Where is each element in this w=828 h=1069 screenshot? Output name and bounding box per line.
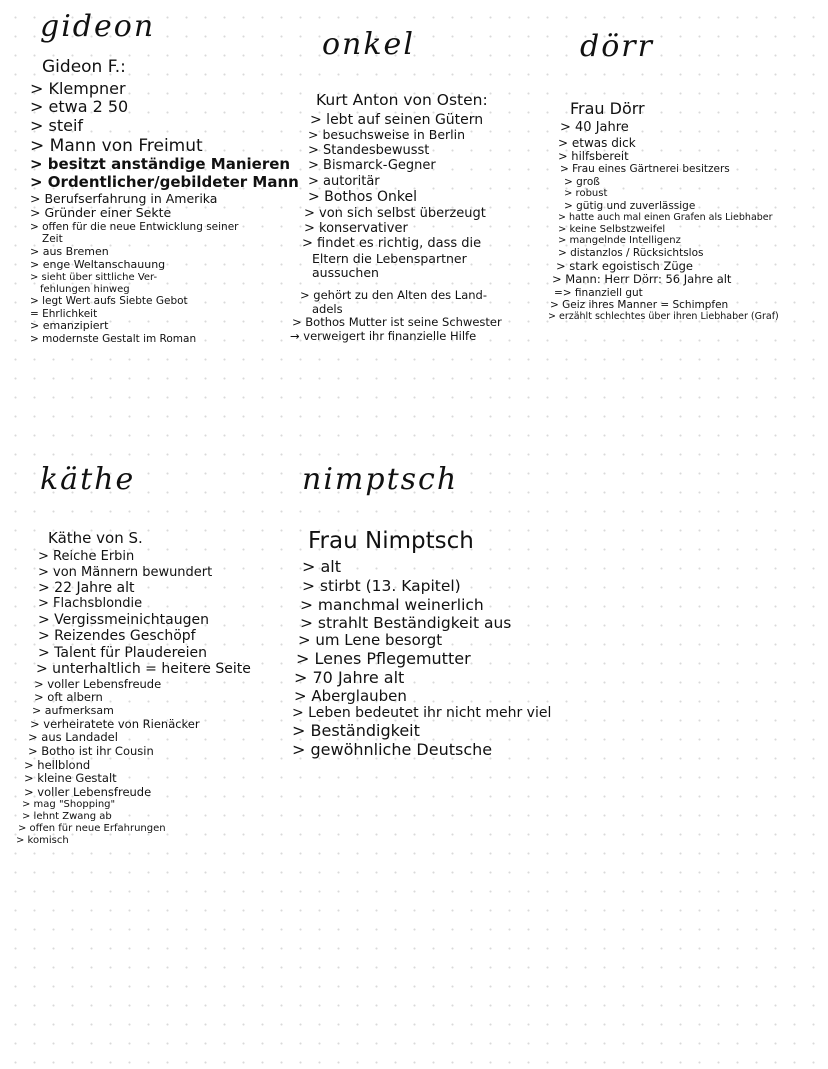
section-title-onkel: onkel: [322, 27, 415, 62]
note-line: > von Männern bewundert: [38, 564, 213, 580]
note-line: > Mann von Freimut: [30, 136, 203, 157]
section-title-kaethe: käthe: [40, 462, 136, 497]
note-line: > manchmal weinerlich: [300, 595, 484, 614]
note-line: → verweigert ihr finanzielle Hilfe: [290, 328, 477, 343]
note-line: > aus Bremen: [30, 244, 109, 258]
note-line: > kleine Gestalt: [24, 771, 117, 786]
note-line: aussuchen: [312, 265, 379, 281]
note-line: > Bothos Onkel: [308, 189, 418, 206]
note-line: > mangelnde Intelligenz: [558, 235, 681, 247]
note-line: > oft albern: [34, 690, 103, 705]
note-line: > aufmerksam: [32, 703, 114, 717]
note-line: adels: [312, 301, 343, 316]
note-line: > von sich selbst überzeugt: [304, 205, 486, 221]
note-line: > 40 Jahre: [560, 120, 629, 136]
section-title-gideon: gideon: [40, 9, 156, 44]
note-line: > keine Selbstzweifel: [558, 223, 666, 235]
note-line: > besuchsweise in Berlin: [308, 127, 466, 143]
note-line: > autoritär: [308, 173, 380, 189]
note-line: > lebt auf seinen Gütern: [310, 111, 484, 128]
gideon-notes: [30, 57, 299, 346]
note-line: > Bothos Mutter ist seine Schwester: [292, 315, 502, 330]
note-line: > um Lene besorgt: [298, 631, 443, 650]
onkel-notes: [290, 91, 548, 343]
note-line: > komisch: [16, 834, 69, 846]
note-line: > alt: [302, 557, 342, 577]
note-line: > Standesbewusst: [308, 143, 430, 159]
note-line: > Frau eines Gärtnerei besitzers: [560, 163, 730, 176]
note-line: = Ehrlichkeit: [30, 307, 98, 320]
note-line: > sieht über sittliche Ver-: [30, 271, 158, 283]
kaethe-notes: [16, 529, 292, 846]
note-line: > aus Landadel: [28, 730, 118, 745]
note-line: > Gründer einer Sekte: [30, 205, 172, 221]
note-line: > gewöhnliche Deutsche: [292, 739, 493, 759]
note-line: > offen für neue Erfahrungen: [18, 822, 166, 834]
note-line: > emanzipiert: [30, 319, 109, 333]
note-line: > gütig und zuverlässige: [564, 199, 696, 212]
note-line: > erzählt schlechtes über ihren Liebhaber (Graf): [548, 311, 779, 323]
note-line: > Geiz ihres Manner = Schimpfen: [550, 299, 729, 312]
nimptsch-notes: [288, 528, 588, 760]
note-line: > 22 Jahre alt: [38, 579, 135, 596]
note-line: > strahlt Beständigkeit aus: [300, 613, 512, 632]
note-line: Eltern die Lebenspartner: [312, 250, 467, 266]
note-line: > Aberglauben: [294, 686, 407, 705]
note-line: > Beständigkeit: [292, 720, 420, 740]
onkel-name: Kurt Anton von Osten:: [316, 91, 488, 109]
note-line: > etwa 2 50: [30, 97, 129, 117]
note-line: > verheiratete von Rienäcker: [30, 716, 200, 731]
note-line: > offen für die neue Entwicklung seiner: [30, 221, 239, 234]
note-line: > konservativer: [304, 220, 408, 236]
note-line: => finanziell gut: [554, 286, 643, 299]
note-line: > stirbt (13. Kapitel): [302, 577, 461, 596]
note-line: > Lenes Pflegemutter: [296, 648, 471, 668]
note-line: > voller Lebensfreude: [34, 676, 162, 691]
note-line: > Vergissmeinichtaugen: [38, 611, 209, 628]
nimptsch-name: Frau Nimptsch: [308, 528, 474, 554]
note-line: > legt Wert aufs Siebte Gebot: [30, 295, 188, 308]
note-line: > robust: [564, 188, 608, 200]
note-line: > etwas dick: [558, 135, 636, 150]
note-line: > besitzt anständige Manieren: [30, 155, 291, 174]
note-line: > modernste Gestalt im Roman: [30, 333, 197, 346]
note-line: > unterhaltlich = heitere Seite: [36, 661, 251, 678]
doerr-notes: [548, 100, 826, 323]
note-line: > voller Lebensfreude: [24, 784, 152, 799]
note-line: > hatte auch mal einen Grafen als Liebhaber: [558, 212, 773, 224]
note-line: > gehört zu den Alten des Land-: [300, 288, 487, 303]
note-line: > steif: [30, 116, 84, 136]
section-title-nimptsch: nimptsch: [302, 462, 459, 497]
note-line: > Talent für Plaudereien: [38, 644, 208, 661]
note-line: > lehnt Zwang ab: [22, 811, 112, 823]
note-line: > Reiche Erbin: [38, 549, 135, 565]
note-line: > Reizendes Geschöpf: [38, 628, 196, 645]
note-line: > 70 Jahre alt: [294, 667, 405, 687]
note-line: > hilfsbereit: [558, 148, 629, 163]
note-line: > Bismarck-Gegner: [308, 158, 436, 174]
note-line: > stark egoistisch Züge: [556, 258, 693, 273]
note-line: > enge Weltanschauung: [30, 257, 166, 271]
note-line: > mag "Shopping": [22, 799, 116, 811]
note-line: > Mann: Herr Dörr: 56 Jahre alt: [552, 272, 732, 287]
note-line: > Berufserfahrung in Amerika: [30, 190, 218, 206]
note-line: > hellblond: [24, 757, 91, 772]
kaethe-name: Käthe von S.: [48, 529, 143, 547]
note-line: > Botho ist ihr Cousin: [28, 744, 154, 759]
doerr-name: Frau Dörr: [570, 99, 645, 118]
note-line: > Klempner: [30, 78, 126, 98]
note-line: > findet es richtig, dass die: [302, 236, 482, 252]
note-line: > Leben bedeutet ihr nicht mehr viel: [292, 705, 552, 722]
note-line: fehlungen hinweg: [40, 283, 130, 295]
note-line: > Flachsblondie: [38, 596, 143, 612]
note-line: Zeit: [42, 233, 63, 246]
note-line: > groß: [564, 175, 600, 188]
gideon-name: Gideon F.:: [42, 57, 126, 77]
note-line: > distanzlos / Rücksichtslos: [558, 247, 704, 260]
section-title-doerr: dörr: [580, 29, 654, 64]
note-line: > Ordentlicher/gebildeter Mann: [30, 172, 299, 191]
